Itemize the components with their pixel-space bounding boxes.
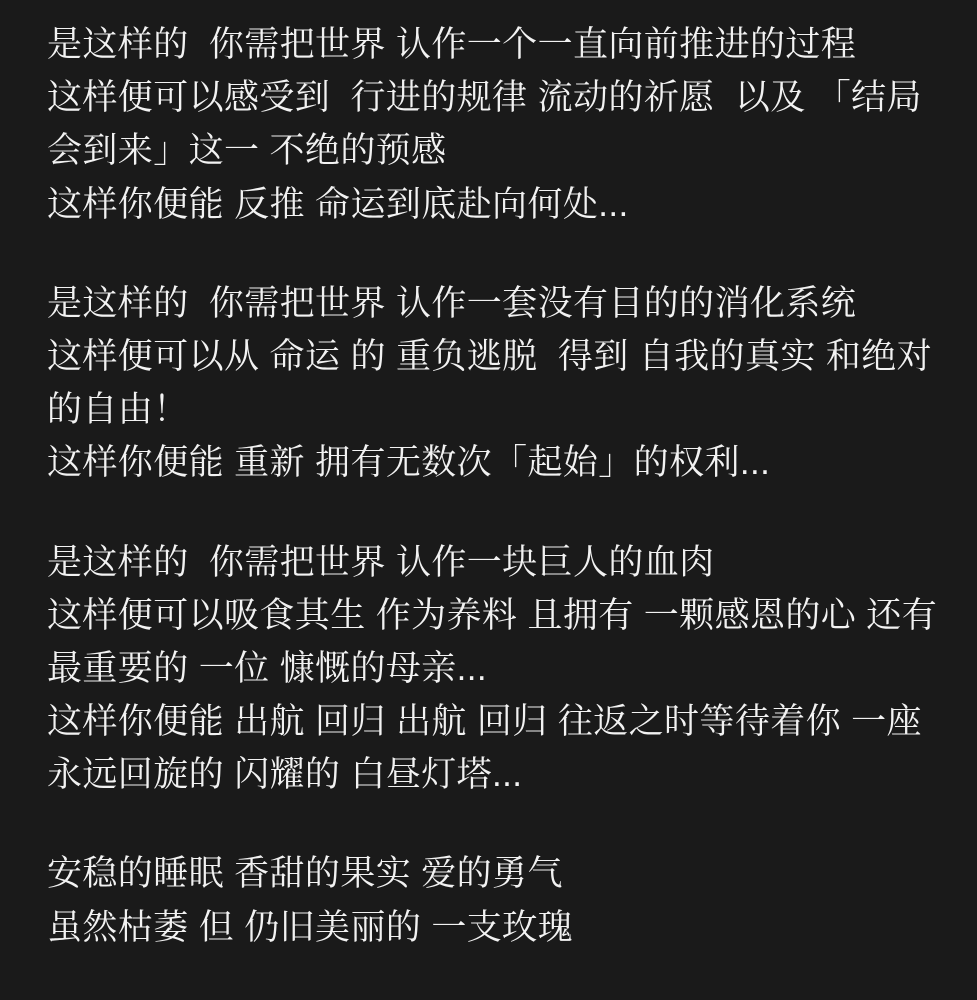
stanza bbox=[47, 18, 955, 231]
text-line: 这样便可以从 命运 的 重负逃脱 得到 自我的真实 和绝对的自由！ bbox=[47, 336, 933, 430]
text-line: 是这样的 你需把世界 认作一个一直向前推进的过程 bbox=[47, 25, 857, 64]
text-line: 是这样的 你需把世界 认作一块巨人的血肉 bbox=[47, 542, 715, 582]
text-line: 这样你便能 出航 回归 出航 回归 往返之时等待着你 一座永远回旋的 闪耀的 白昼灯塔... bbox=[47, 702, 922, 795]
text-line: 这样你便能 反推 命运到底赴向何处... bbox=[47, 184, 629, 224]
text-line: 是这样的 你需把世界 认作一套没有目的的消化系统 bbox=[47, 283, 857, 323]
text-line: 这样你便能 重新 拥有无数次「起始」的权利... bbox=[47, 443, 771, 483]
text-line: 安稳的睡眠 香甜的果实 爱的勇气 bbox=[47, 854, 563, 894]
text-line: 虽然枯萎 但 仍旧美丽的 一支玫瑰 bbox=[47, 907, 573, 947]
stanza bbox=[47, 277, 955, 490]
stanza bbox=[47, 536, 955, 802]
text-line: 这样便可以感受到 行进的规律 流动的祈愿 以及 「结局会到来」这一 不绝的预感 bbox=[47, 78, 922, 171]
stanza bbox=[47, 847, 955, 953]
text-line: 这样便可以吸食其生 作为养料 且拥有 一颗感恩的心 还有最重要的 一位 慷慨的母亲... bbox=[47, 595, 938, 688]
